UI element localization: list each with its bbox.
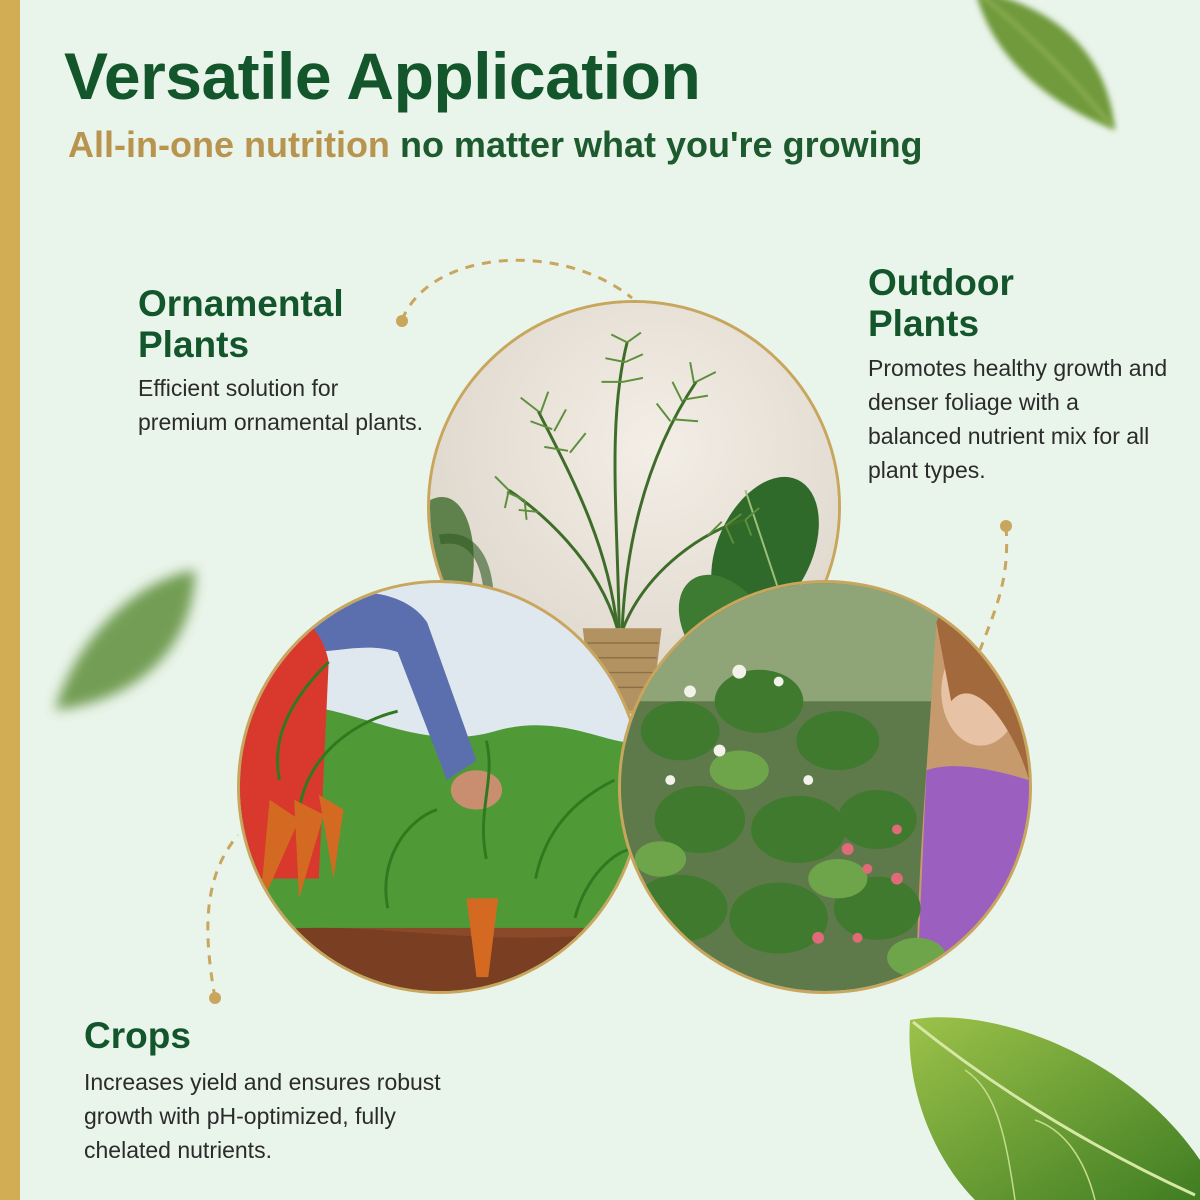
outdoor-plants-title bbox=[868, 262, 1168, 344]
ornamental-title-line2: Plants bbox=[138, 324, 250, 365]
carrot-icon bbox=[240, 583, 640, 991]
leaf-icon bbox=[965, 0, 1125, 140]
leaf-icon bbox=[45, 560, 210, 725]
ornamental-title-line1: Ornamental bbox=[138, 283, 344, 324]
begonia-icon bbox=[621, 583, 1029, 991]
connector-dot bbox=[1000, 520, 1012, 532]
crops-description: Increases yield and ensures robust growth with pH-optimized, fully chelated nutrients. bbox=[84, 1069, 441, 1163]
crops-photo bbox=[237, 580, 643, 994]
page-title: Versatile Application bbox=[64, 39, 701, 113]
ornamental-plants-title bbox=[138, 283, 438, 365]
ornamental-plants-description: Efficient solution for premium ornamental plants. bbox=[138, 375, 424, 435]
outdoor-title-line1: Outdoor bbox=[868, 262, 1014, 303]
outdoor-plants-description: Promotes healthy growth and denser foliage with a balanced nutrient mix for all plant types. bbox=[868, 355, 1168, 483]
connector-dot bbox=[209, 992, 221, 1004]
gold-side-bar bbox=[0, 0, 20, 1200]
crops-title: Crops bbox=[84, 1015, 191, 1056]
outdoor-plants-photo bbox=[618, 580, 1032, 994]
subtitle-accent: All-in-one nutrition bbox=[68, 124, 390, 165]
outdoor-title-line2: Plants bbox=[868, 303, 980, 344]
subtitle-rest: no matter what you're growing bbox=[399, 124, 923, 165]
leaf-icon bbox=[905, 1010, 1200, 1200]
page-subtitle bbox=[68, 124, 923, 166]
